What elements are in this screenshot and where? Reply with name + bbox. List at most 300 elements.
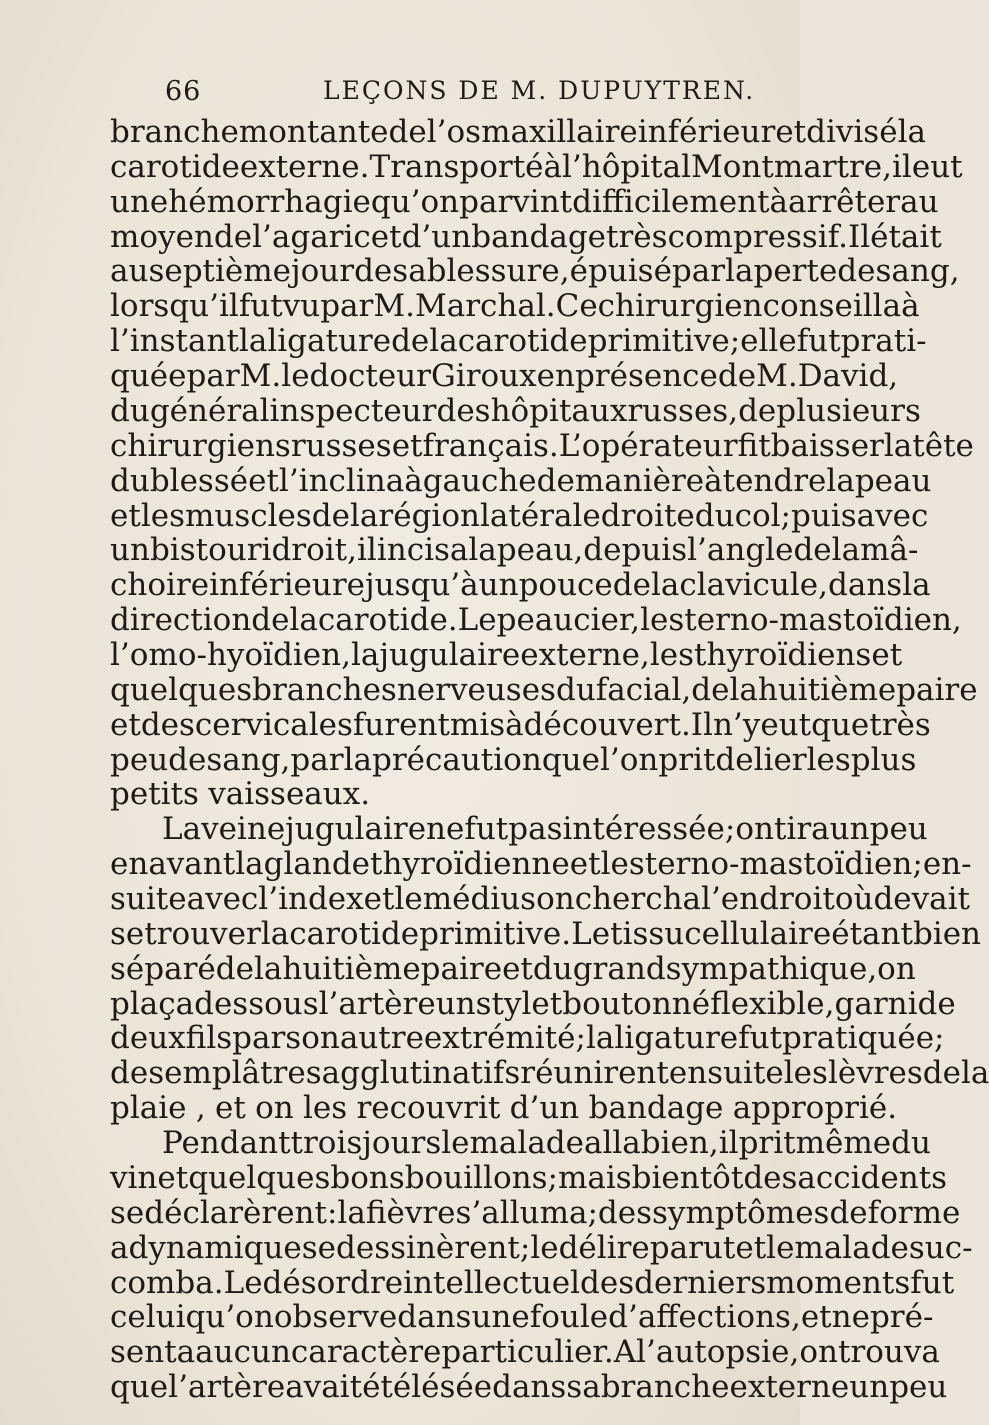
- word: trois: [290, 1125, 363, 1162]
- word: puis: [790, 497, 857, 534]
- word: le: [600, 846, 629, 883]
- word: M.: [239, 358, 282, 395]
- word: la: [429, 323, 458, 360]
- word: parut: [649, 1229, 736, 1266]
- word: la: [350, 497, 379, 534]
- word: vaisseaux.: [208, 776, 371, 813]
- word: externe: [729, 1369, 850, 1406]
- word: même: [795, 1125, 892, 1162]
- word: Montmartre: [691, 148, 883, 185]
- word: inférieure: [209, 567, 365, 604]
- text-line: [110, 358, 899, 395]
- word: se: [110, 915, 145, 952]
- text-line: [110, 532, 919, 569]
- text-line: [110, 567, 931, 604]
- word: plus: [850, 741, 917, 778]
- word: russes: [290, 427, 392, 464]
- word: bons: [330, 1159, 405, 1196]
- word: Il: [690, 706, 713, 743]
- word: jusqu’à: [365, 567, 479, 604]
- text-line: [110, 950, 916, 987]
- word: branches: [252, 671, 397, 708]
- word: très: [606, 218, 668, 255]
- word: de: [251, 602, 290, 639]
- word: moyen: [110, 218, 214, 255]
- word: à: [404, 462, 423, 499]
- word: des: [110, 1055, 165, 1092]
- word: tissu: [610, 915, 685, 952]
- text-line: [110, 218, 942, 255]
- word: choire: [110, 567, 210, 604]
- word: de: [922, 1055, 961, 1092]
- word: fièvre: [365, 1194, 456, 1231]
- word: des: [580, 1264, 635, 1301]
- word: mais: [557, 1159, 632, 1196]
- word: lorsqu’il: [110, 288, 239, 325]
- word: prit: [658, 741, 716, 778]
- word: cellulaire: [684, 915, 832, 952]
- word: glande: [263, 846, 371, 883]
- text-line: [110, 1264, 955, 1301]
- word: agglutinatifs: [321, 1055, 521, 1092]
- word: on: [735, 811, 774, 848]
- word: inférieur: [637, 114, 776, 150]
- word: difficilement: [572, 183, 770, 220]
- word: latérale: [479, 497, 601, 534]
- word: Il: [847, 218, 871, 255]
- word: la: [831, 532, 861, 569]
- word: de: [354, 253, 393, 290]
- word: ensuite: [668, 1055, 784, 1092]
- word: paire: [896, 671, 978, 708]
- word: et: [110, 497, 141, 534]
- word: jours: [362, 1125, 442, 1162]
- text-line: [110, 1020, 945, 1057]
- word: la: [343, 741, 372, 778]
- word: on: [877, 950, 916, 987]
- word: se: [110, 1194, 145, 1231]
- word: son: [285, 1020, 340, 1057]
- word: peu: [110, 741, 169, 778]
- word: :: [326, 1194, 338, 1231]
- text-line: [110, 706, 931, 743]
- word: lésée: [411, 1369, 493, 1406]
- word: le: [441, 1125, 470, 1162]
- word: la: [585, 1020, 615, 1057]
- word: stylet: [475, 985, 563, 1022]
- word: ,: [867, 950, 878, 987]
- word: grand: [572, 950, 666, 987]
- word: bientôt: [631, 1159, 744, 1196]
- word: ,: [882, 148, 893, 185]
- word: flexible: [710, 985, 825, 1022]
- word: de: [391, 323, 430, 360]
- word: et: [735, 1229, 767, 1266]
- word: une: [110, 183, 169, 220]
- word: du: [110, 462, 150, 499]
- word: ;: [912, 846, 923, 883]
- word: de: [829, 1194, 868, 1231]
- word: divisé: [806, 114, 898, 150]
- word: la: [289, 602, 318, 639]
- word: pré-: [869, 1299, 934, 1336]
- word: d’un: [401, 218, 472, 255]
- word: ;: [519, 1229, 531, 1266]
- word: un: [829, 811, 870, 848]
- word: le: [281, 358, 310, 395]
- word: muscles: [184, 497, 312, 534]
- word: sang,: [875, 253, 960, 290]
- word: de: [536, 462, 575, 499]
- word: de: [168, 741, 207, 778]
- word: perte: [753, 253, 838, 290]
- word: il: [357, 532, 377, 569]
- word: pratiquée: [782, 1020, 935, 1057]
- word: avec: [186, 881, 259, 918]
- word: Marchal.: [414, 288, 556, 325]
- word: autre: [339, 1020, 424, 1057]
- word: du: [891, 1125, 931, 1162]
- text-line: [110, 462, 932, 499]
- text-line: [110, 636, 903, 673]
- word: qu’on: [185, 1299, 274, 1336]
- word: séparé: [110, 950, 216, 987]
- word: par: [186, 358, 240, 395]
- word: du: [110, 392, 150, 429]
- word: blessé: [149, 462, 249, 499]
- word: de: [612, 567, 651, 604]
- word: bandage: [588, 1090, 724, 1127]
- word: déclarèrent: [144, 1194, 327, 1231]
- word: peaucier,: [496, 602, 641, 639]
- word: moments: [766, 1264, 911, 1301]
- word: et: [871, 636, 903, 673]
- word: fut: [796, 323, 841, 360]
- word: huitième: [282, 950, 421, 987]
- word: et: [569, 846, 601, 883]
- word: d’affections,: [608, 1299, 801, 1336]
- word: à: [901, 288, 920, 325]
- word: chirurgien: [597, 288, 763, 325]
- word: ligature: [614, 1020, 739, 1057]
- word: Le: [457, 602, 497, 639]
- word: vin: [110, 1159, 158, 1196]
- word: pouce: [518, 567, 613, 604]
- word: et: [370, 218, 402, 255]
- word: inspecteur: [269, 392, 437, 429]
- text-line: [110, 148, 963, 185]
- word: de: [213, 218, 253, 255]
- word: par: [232, 1020, 286, 1057]
- word: droit: [271, 532, 348, 569]
- word: fut: [464, 811, 509, 848]
- word: la: [902, 567, 931, 604]
- word: manière: [574, 462, 705, 499]
- word: cervicales: [194, 706, 353, 743]
- word: la: [350, 636, 380, 673]
- word: des: [140, 706, 195, 743]
- word: ,: [818, 567, 829, 604]
- word: dans: [397, 1299, 472, 1336]
- word: tête: [912, 427, 974, 464]
- word: dans: [828, 567, 903, 604]
- word: M.: [756, 358, 798, 395]
- word: baisser: [770, 427, 884, 464]
- word: en-: [922, 846, 972, 883]
- word: d’un: [509, 1090, 580, 1127]
- word: blessure: [426, 253, 560, 290]
- word: sterno-mastoïdien: [628, 846, 913, 883]
- word: présence: [574, 358, 718, 395]
- word: les: [649, 636, 695, 673]
- word: des: [436, 392, 491, 429]
- word: Pendant: [162, 1125, 291, 1162]
- word: la: [337, 1194, 366, 1231]
- word: la: [961, 1055, 989, 1092]
- word: peau: [854, 462, 932, 499]
- word: l’endroit: [701, 881, 835, 918]
- word: l’hôpital: [561, 148, 691, 185]
- word: sa: [566, 1369, 601, 1406]
- word: peu: [889, 1369, 948, 1406]
- word: clavicule: [679, 567, 819, 604]
- word: les: [303, 1090, 348, 1127]
- word: du: [532, 950, 573, 987]
- word: deux: [110, 1020, 186, 1057]
- word: plaça: [110, 985, 195, 1022]
- word: on: [799, 1334, 838, 1371]
- word: médius: [422, 881, 537, 918]
- word: et: [391, 427, 423, 464]
- word: par: [320, 288, 374, 325]
- word: la: [826, 462, 855, 499]
- word: thyroïdienne: [370, 846, 570, 883]
- text-line: [110, 497, 929, 534]
- word: on: [536, 881, 575, 918]
- word: lèvres: [827, 1055, 923, 1092]
- word: à: [704, 462, 723, 499]
- word: fils: [185, 1020, 233, 1057]
- word: ligature: [267, 323, 392, 360]
- word: en: [110, 846, 149, 883]
- word: et: [214, 1090, 246, 1127]
- word: ne: [426, 811, 465, 848]
- word: général: [149, 392, 270, 429]
- word: s’alluma;: [455, 1194, 598, 1231]
- word: lier: [753, 741, 807, 778]
- word: au: [110, 253, 149, 290]
- word: l’artère: [318, 985, 436, 1022]
- word: et: [363, 881, 395, 918]
- word: désordre: [262, 1264, 404, 1301]
- word: Ce: [555, 288, 598, 325]
- word: externe.: [239, 148, 370, 185]
- word: particulier.: [441, 1334, 614, 1371]
- word: docteur: [309, 358, 432, 395]
- word: chercha: [574, 881, 702, 918]
- word: la: [253, 950, 283, 987]
- text-line: [110, 1090, 898, 1127]
- word: de: [717, 358, 757, 395]
- word: l’on: [599, 741, 659, 778]
- word: avec: [856, 497, 929, 534]
- word: carotide: [110, 148, 240, 185]
- word: était: [870, 218, 942, 255]
- word: Transporté: [369, 148, 544, 185]
- word: paire: [420, 950, 503, 987]
- word: l’angle: [687, 532, 794, 569]
- word: ;: [934, 1020, 945, 1057]
- word: emplâtres: [164, 1055, 322, 1092]
- word: bistouri: [149, 532, 272, 569]
- word: la: [468, 532, 497, 569]
- word: l’index: [258, 881, 364, 918]
- word: et: [110, 706, 141, 743]
- word: derniers: [634, 1264, 767, 1301]
- word: conseilla: [762, 288, 902, 325]
- running-title: LEÇONS DE M. DUPUYTREN.: [323, 76, 756, 105]
- word: carotide: [289, 915, 420, 952]
- word: des: [743, 1159, 798, 1196]
- word: et: [800, 1299, 832, 1336]
- word: trouva: [837, 1334, 940, 1371]
- word: foule: [529, 1299, 609, 1336]
- word: région: [378, 497, 480, 534]
- text-line: [110, 1334, 940, 1371]
- word: l’autopsie,: [636, 1334, 800, 1371]
- word: alla: [584, 1125, 641, 1162]
- word: les: [783, 1055, 828, 1092]
- word: les: [140, 497, 185, 534]
- word: thyroïdiens: [694, 636, 872, 673]
- word: quée: [110, 358, 187, 395]
- word: de: [837, 253, 876, 290]
- word: de: [691, 671, 730, 708]
- word: ;: [575, 1020, 586, 1057]
- text-line: [110, 1194, 961, 1231]
- word: parvint: [459, 183, 573, 220]
- word: Giroux: [431, 358, 537, 395]
- word: arrêter: [788, 183, 901, 220]
- word: hémorrhagie: [168, 183, 371, 220]
- word: sang,: [206, 741, 291, 778]
- word: sa: [392, 253, 427, 290]
- word: du: [555, 671, 596, 708]
- word: la: [238, 323, 268, 360]
- word: pas: [508, 811, 563, 848]
- word: bouillons;: [404, 1159, 558, 1196]
- word: réunirent: [520, 1055, 669, 1092]
- word: dessinèrent: [336, 1229, 520, 1266]
- word: fut: [738, 1020, 783, 1057]
- word: à: [543, 148, 562, 185]
- word: col;: [734, 497, 791, 534]
- word: à: [769, 183, 789, 220]
- word: la: [897, 114, 926, 150]
- word: senta: [110, 1334, 196, 1371]
- word: de: [311, 497, 350, 534]
- word: il: [892, 148, 912, 185]
- word: vu: [282, 288, 321, 325]
- word: primitive.: [419, 915, 572, 952]
- word: Le: [571, 915, 611, 952]
- word: un: [478, 567, 519, 604]
- text-line: [110, 1159, 948, 1196]
- word: un: [849, 1369, 890, 1406]
- word: compressif.: [667, 218, 848, 255]
- word: petits: [110, 776, 199, 813]
- word: incisa: [376, 532, 469, 569]
- word: L’opérateur: [558, 427, 738, 464]
- word: elle: [740, 323, 797, 360]
- word: droite: [600, 497, 695, 534]
- word: malade: [469, 1125, 584, 1162]
- word: le: [394, 881, 423, 918]
- word: fit: [737, 427, 771, 464]
- word: n’y: [712, 706, 761, 743]
- word: la: [729, 671, 758, 708]
- word: il: [718, 1125, 739, 1162]
- word: bien: [912, 915, 982, 952]
- word: gauche: [422, 462, 537, 499]
- word: recouvrit: [356, 1090, 501, 1127]
- text-line: [110, 288, 920, 325]
- word: approprié.: [732, 1090, 898, 1127]
- word: que: [541, 741, 600, 778]
- word: Le: [223, 1264, 263, 1301]
- word: accidents: [797, 1159, 948, 1196]
- word: symptômes: [652, 1194, 830, 1231]
- word: tira: [773, 811, 830, 848]
- word: russes,: [627, 392, 739, 429]
- word: été: [362, 1369, 412, 1406]
- word: un: [110, 532, 150, 569]
- word: veine: [201, 811, 286, 848]
- word: de: [715, 741, 754, 778]
- word: carotide.: [317, 602, 458, 639]
- word: La: [162, 811, 202, 848]
- word: dessous: [194, 985, 319, 1022]
- word: par: [671, 253, 726, 290]
- word: épuisé: [569, 253, 672, 290]
- word: l’omo-hyoïdien,: [110, 636, 351, 673]
- word: sterno-mastoïdien,: [668, 602, 962, 639]
- text-line: [110, 1369, 948, 1406]
- word: français.: [422, 427, 559, 464]
- word: trouver: [144, 915, 261, 952]
- word: ,: [573, 532, 584, 569]
- word: hôpitaux: [490, 392, 628, 429]
- word: caractère: [290, 1334, 442, 1371]
- text-line: [110, 881, 971, 918]
- text-line: [110, 777, 770, 812]
- word: l’instant: [110, 323, 239, 360]
- word: primitive;: [587, 323, 741, 360]
- word: l’agaric: [252, 218, 371, 255]
- word: la: [650, 567, 680, 604]
- word: par: [290, 741, 344, 778]
- word: facial,: [595, 671, 692, 708]
- word: eut: [760, 706, 812, 743]
- word: des: [597, 1194, 653, 1231]
- word: découvert.: [523, 706, 691, 743]
- word: une: [471, 1299, 530, 1336]
- word: ,: [347, 532, 357, 569]
- text-line: [110, 915, 982, 952]
- word: de: [793, 532, 832, 569]
- word: du: [694, 497, 735, 534]
- text-line: [110, 1229, 973, 1266]
